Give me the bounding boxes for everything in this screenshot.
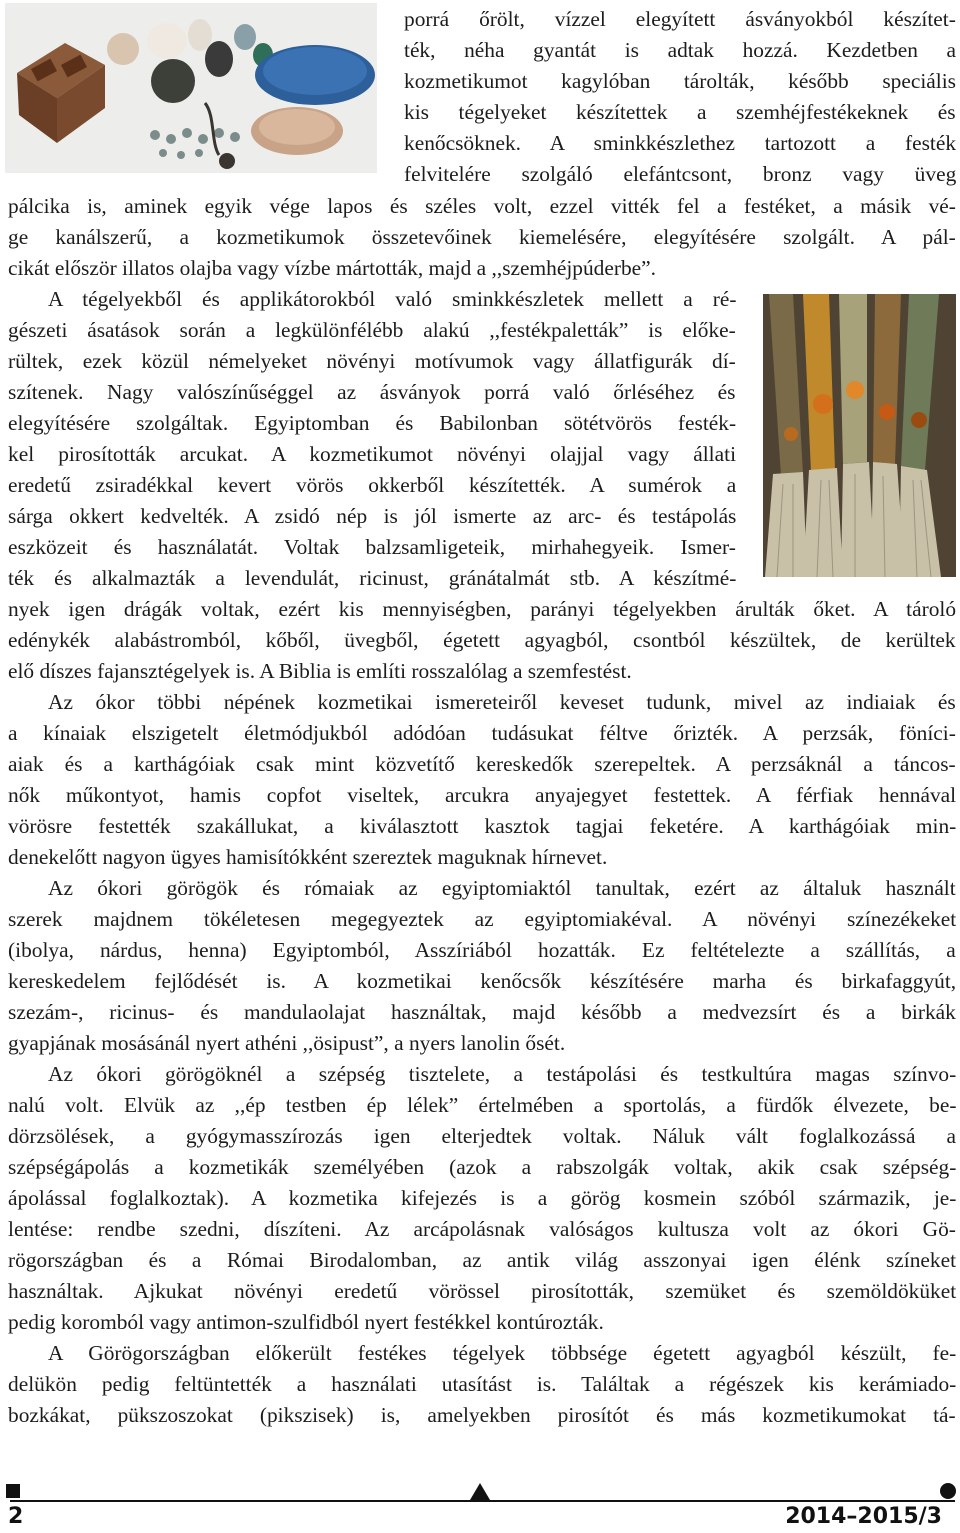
text-line: gészeti ásatások során a legkülönfélébb alakú ,,festékpaletták” is előke- bbox=[8, 318, 736, 342]
text-line: porrá őrölt, vízzel elegyített ásványokból készítet- bbox=[404, 7, 956, 31]
cosmetics-jars-photo bbox=[5, 3, 377, 173]
text-line: A tégelyekből és applikátorokból való sminkkészletek mellett a ré- bbox=[48, 287, 737, 311]
text-line: kis tégelyeket készítettek a szemhéjfestékeknek és bbox=[404, 100, 956, 124]
text-line: szítenek. Nagy valószínűséggel az ásványok porrá való őrléséhez és bbox=[8, 380, 736, 404]
text-line: Az ókori görögök és rómaiak az egyiptomiaktól tanultak, ezért az általuk használt bbox=[48, 876, 956, 900]
text-line: rögországban és a Római Birodalomban, az antik világ asszonyai igen élénk színeket bbox=[8, 1248, 957, 1272]
text-line: dörzsölések, a gyógymasszírozás igen elterjedtek voltak. Náluk vált foglalkozássá a bbox=[8, 1124, 956, 1148]
text-line: delükön pedig feltüntették a használati utasítást is. Találtak a régészek kis kerámiado- bbox=[8, 1372, 957, 1396]
text-line: ték és alkalmazták a levendulát, ricinust, gránátalmát stb. A készítmé- bbox=[8, 566, 737, 590]
page-number: 2 bbox=[8, 1504, 24, 1529]
text-line: ték, néha gyantát is adtak hozzá. Kezdetben a bbox=[404, 38, 957, 62]
text-line: kozmetikumot kagylóban tárolták, később speciális bbox=[404, 69, 956, 93]
text-line: ge kanálszerű, a kozmetikumok összetevőinek kiemelésére, elegyítésére szolgált. A pál- bbox=[8, 225, 956, 249]
text-line: elő díszes fajansztégelyek is. A Biblia is említi rosszalólag a szemfestést. bbox=[8, 659, 632, 683]
footer-circle-marker bbox=[940, 1483, 956, 1499]
cosmetics-jars-illustration bbox=[5, 3, 377, 173]
text-line: sárga okkert kedvelték. A zsidó nép is jól ismerte az arc- és testápolás bbox=[8, 504, 737, 528]
text-line: használtak. Ajkukat növényi eredetű vörössel pirosították, szemüket és szemöldöküket bbox=[8, 1279, 957, 1303]
text-line: szépségápolás a kozmetikák személyében (azok a rabszolgák voltak, akik csak szépség- bbox=[8, 1155, 957, 1179]
text-line: vörösre festették szakállukat, a kiválasztott kasztok tagjai feketére. A karthágóiak min- bbox=[8, 814, 957, 838]
footer-triangle-marker bbox=[470, 1483, 490, 1500]
text-line: eszközeit és használatát. Voltak balzsamligeteik, mirhahegyeik. Ismer- bbox=[8, 535, 736, 559]
text-line: A Görögországban előkerült festékes tégelyek többsége égetett agyagból készült, fe- bbox=[48, 1341, 957, 1365]
issue-number: 2014–2015/3 bbox=[785, 1504, 942, 1529]
text-line: cikát először illatos olajba vagy vízbe mártották, majd a ,,szemhéjpúderbe”. bbox=[8, 256, 657, 280]
text-line: kereskedelem fejlődését is. A kozmetikai kenőcsők készítésére marha és birkafaggyút, bbox=[8, 969, 957, 993]
text-line: nők műkontyot, hamis copfot viseltek, arcukra anyajegyet festettek. A férfiak hennával bbox=[8, 783, 957, 807]
text-line: nyek igen drágák voltak, ezért kis mennyiségben, parányi tégelyekben árulták őket. A tároló bbox=[8, 597, 957, 621]
text-line: elegyítésére szolgáltak. Egyiptomban és Babilonban sötétvörös festék- bbox=[8, 411, 737, 435]
text-line: szerek majdnem tökéletesen megegyeztek az egyiptomiakéval. A növényi színezékeket bbox=[8, 907, 957, 931]
text-line: felvitelére szolgáló elefántcsont, bronz vagy üveg bbox=[404, 162, 957, 186]
text-line: pálcika is, aminek egyik vége lapos és széles volt, ezzel vitték fel a festéket, a másik vé- bbox=[8, 194, 956, 218]
text-line: bozkákat, pükszoszokat (pikszisek) is, amelyekben pirosítót és más kozmetikumokat tá- bbox=[8, 1403, 956, 1427]
text-line: Az ókor többi népének kozmetikai ismereteiről keveset tudunk, mivel az indiaiak és bbox=[48, 690, 956, 714]
decorated-brushes-illustration bbox=[763, 294, 956, 577]
text-line: Az ókori görögöknél a szépség tisztelete, a testápolási és testkultúra magas színvo- bbox=[48, 1062, 957, 1086]
text-line: aiak és a karthágóiak csak mint közvetítő kereskedők szerepeltek. A perzsáknál a táncos- bbox=[8, 752, 956, 776]
text-line: pedig koromból vagy antimon-szulfidból nyert festékkel kontúrozták. bbox=[8, 1310, 604, 1334]
footer-square-marker bbox=[6, 1484, 20, 1498]
text-line: a kínaiak elszigetelt életmódjukból adódóan tudásukat féltve őrizték. A perzsák, föníci- bbox=[8, 721, 956, 745]
text-line: denekelőtt nagyon ügyes hamisítókként szereztek maguknak hírnevet. bbox=[8, 845, 608, 869]
text-line: kenőcsöknek. A sminkkészlethez tartozott a festék bbox=[404, 131, 957, 155]
text-line: eredetű zsiradékkal kevert vörös okkerből készítették. A sumérok a bbox=[8, 473, 737, 497]
text-line: lentése: rendbe szedni, díszíteni. Az arcápolásnak valóságos kultusza volt az ókori Gö- bbox=[8, 1217, 956, 1241]
text-line: nalú volt. Elvük az ,,ép testben ép lélek” értelmében a sportolás, a fürdők élvezete, be- bbox=[8, 1093, 957, 1117]
text-line: (ibolya, nárdus, henna) Egyiptomból, Asszíriából hozatták. Ez feltételezte a szállítás, a bbox=[8, 938, 956, 962]
text-line: rültek, ezek közül némelyeket növényi motívumok vagy állatfigurák dí- bbox=[8, 349, 736, 373]
decorated-brushes-photo bbox=[763, 294, 956, 577]
text-line: edénykék alabástromból, kőből, üvegből, égetett agyagból, csontból készültek, de kerültek bbox=[8, 628, 956, 652]
text-line: ápolással foglalkoztak). A kozmetika kifejezés is a görög kosmein szóból származik, je- bbox=[8, 1186, 957, 1210]
text-line: szezám-, ricinus- és mandulaolajat használtak, majd később a medvezsírt és a birkák bbox=[8, 1000, 956, 1024]
text-line: gyapjának mosásánál nyert athéni ,,ösipust”, a nyers lanolin ősét. bbox=[8, 1031, 566, 1055]
footer-rule bbox=[10, 1500, 955, 1502]
text-line: kel pirosították arcukat. A kozmetikumot növényi olajjal vagy állati bbox=[8, 442, 737, 466]
